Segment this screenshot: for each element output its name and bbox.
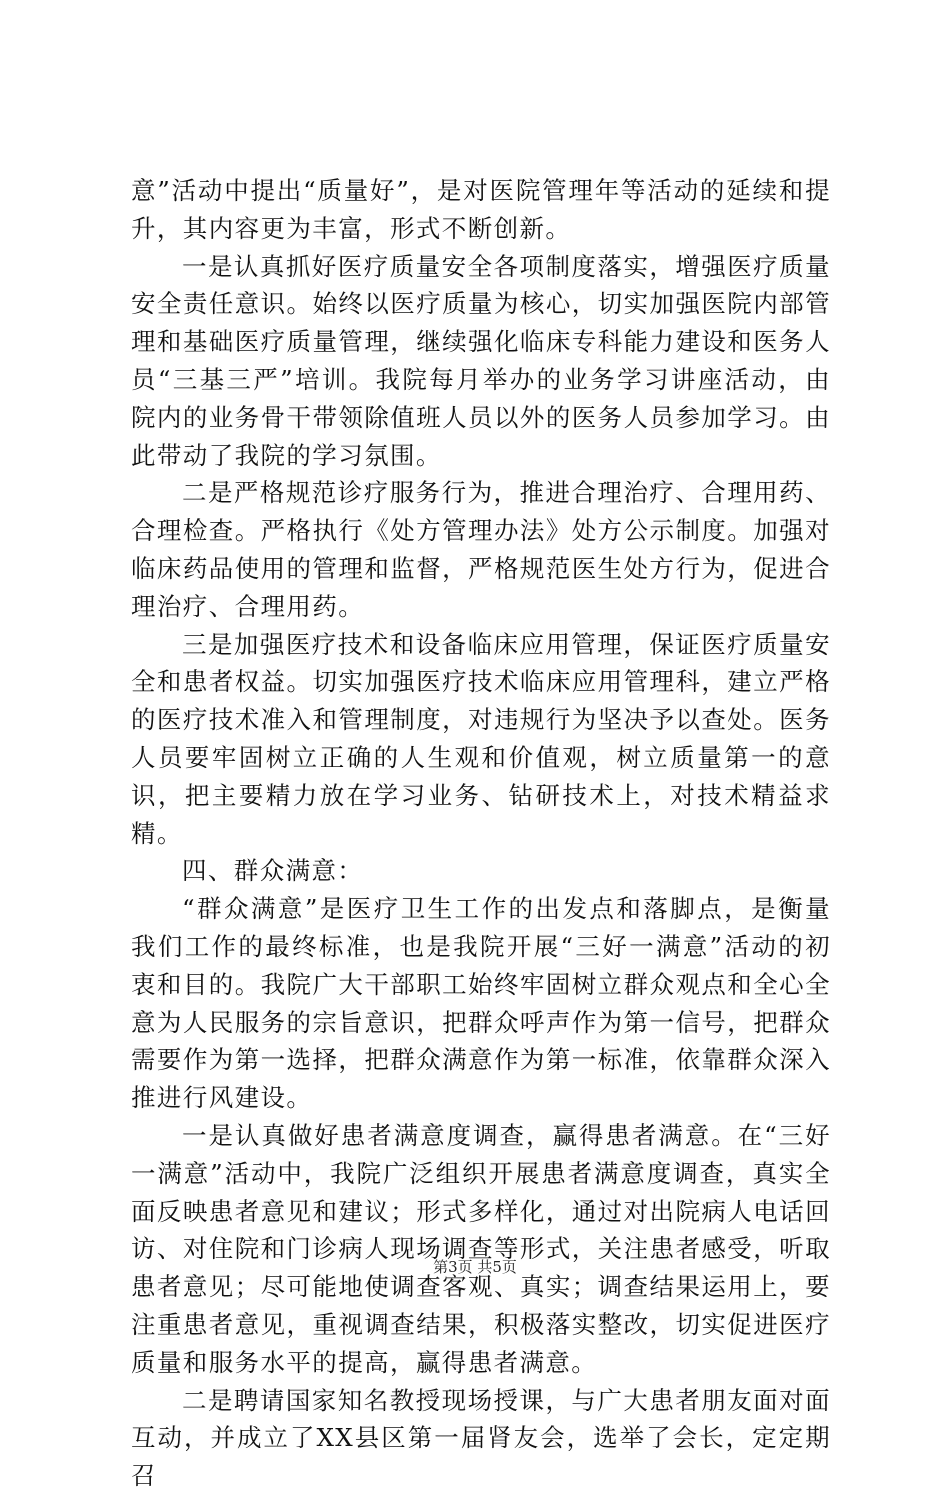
section-heading-public-satisfaction: 四、群众满意： [182, 856, 364, 886]
paragraph-standardize-diagnosis: 二是严格规范诊疗服务行为，推进合理治疗、合理用药、合理检查。严格执行《处方管理办法》处方公示制度。加强对临床药品使用的管理和监督，严格规范医生处方行为，促进合理治疗、合理用药。 [131, 478, 831, 621]
paragraph-expert-lecture: 二是聘请国家知名教授现场授课，与广大患者朋友面对面互动，并成立了XX县区第一届肾友会，选举了会长，定定期召 [131, 1385, 831, 1491]
paragraph-public-satisfaction: “群众满意”是医疗卫生工作的出发点和落脚点，是衡量我们工作的最终标准，也是我院开展“三好一满意”活动的初衷和目的。我院广大干部职工始终牢固树立群众观点和全心全意为人民服务的宗旨意识，把群众呼声作为第一信号，把群众需要作为第一选择，把群众满意作为第一标准，依靠群众深入推进行风建设。 [131, 894, 831, 1113]
paragraph-continuation: 意”活动中提出“质量好”，是对医院管理年等活动的延续和提升，其内容更为丰富，形式不断创新。 [131, 176, 831, 243]
page-number-footer: 第3页 共5页 [433, 1258, 517, 1276]
paragraph-patient-survey: 一是认真做好患者满意度调查，赢得患者满意。在“三好一满意”活动中，我院广泛组织开展患者满意度调查，真实全面反映患者意见和建议；形式多样化，通过对出院病人电话回访、对住院和门诊病人现场调查等形式，关注患者感受，听取患者意见；尽可能地使调查客观、真实；调查结果运用上，要注重患者意见，重视调查结果，积极落实整改，切实促进医疗质量和服务水平的提高，赢得患者满意。 [131, 1120, 831, 1377]
paragraph-technology-management: 三是加强医疗技术和设备临床应用管理，保证医疗质量安全和患者权益。切实加强医疗技术临床应用管理科，建立严格的医疗技术准入和管理制度，对违规行为坚决予以查处。医务人员要牢固树立正确的人生观和价值观，树立质量第一的意识，把主要精力放在学习业务、钻研技术上，对技术精益求精。 [131, 629, 831, 848]
document-body [131, 172, 831, 1495]
paragraph-quality-safety: 一是认真抓好医疗质量安全各项制度落实，增强医疗质量安全责任意识。始终以医疗质量为核心，切实加强医院内部管理和基础医疗质量管理，继续强化临床专科能力建设和医务人员“三基三严”培训。我院每月举办的业务学习讲座活动，由院内的业务骨干带领除值班人员以外的医务人员参加学习。由此带动了我院的学习氛围。 [131, 251, 831, 470]
